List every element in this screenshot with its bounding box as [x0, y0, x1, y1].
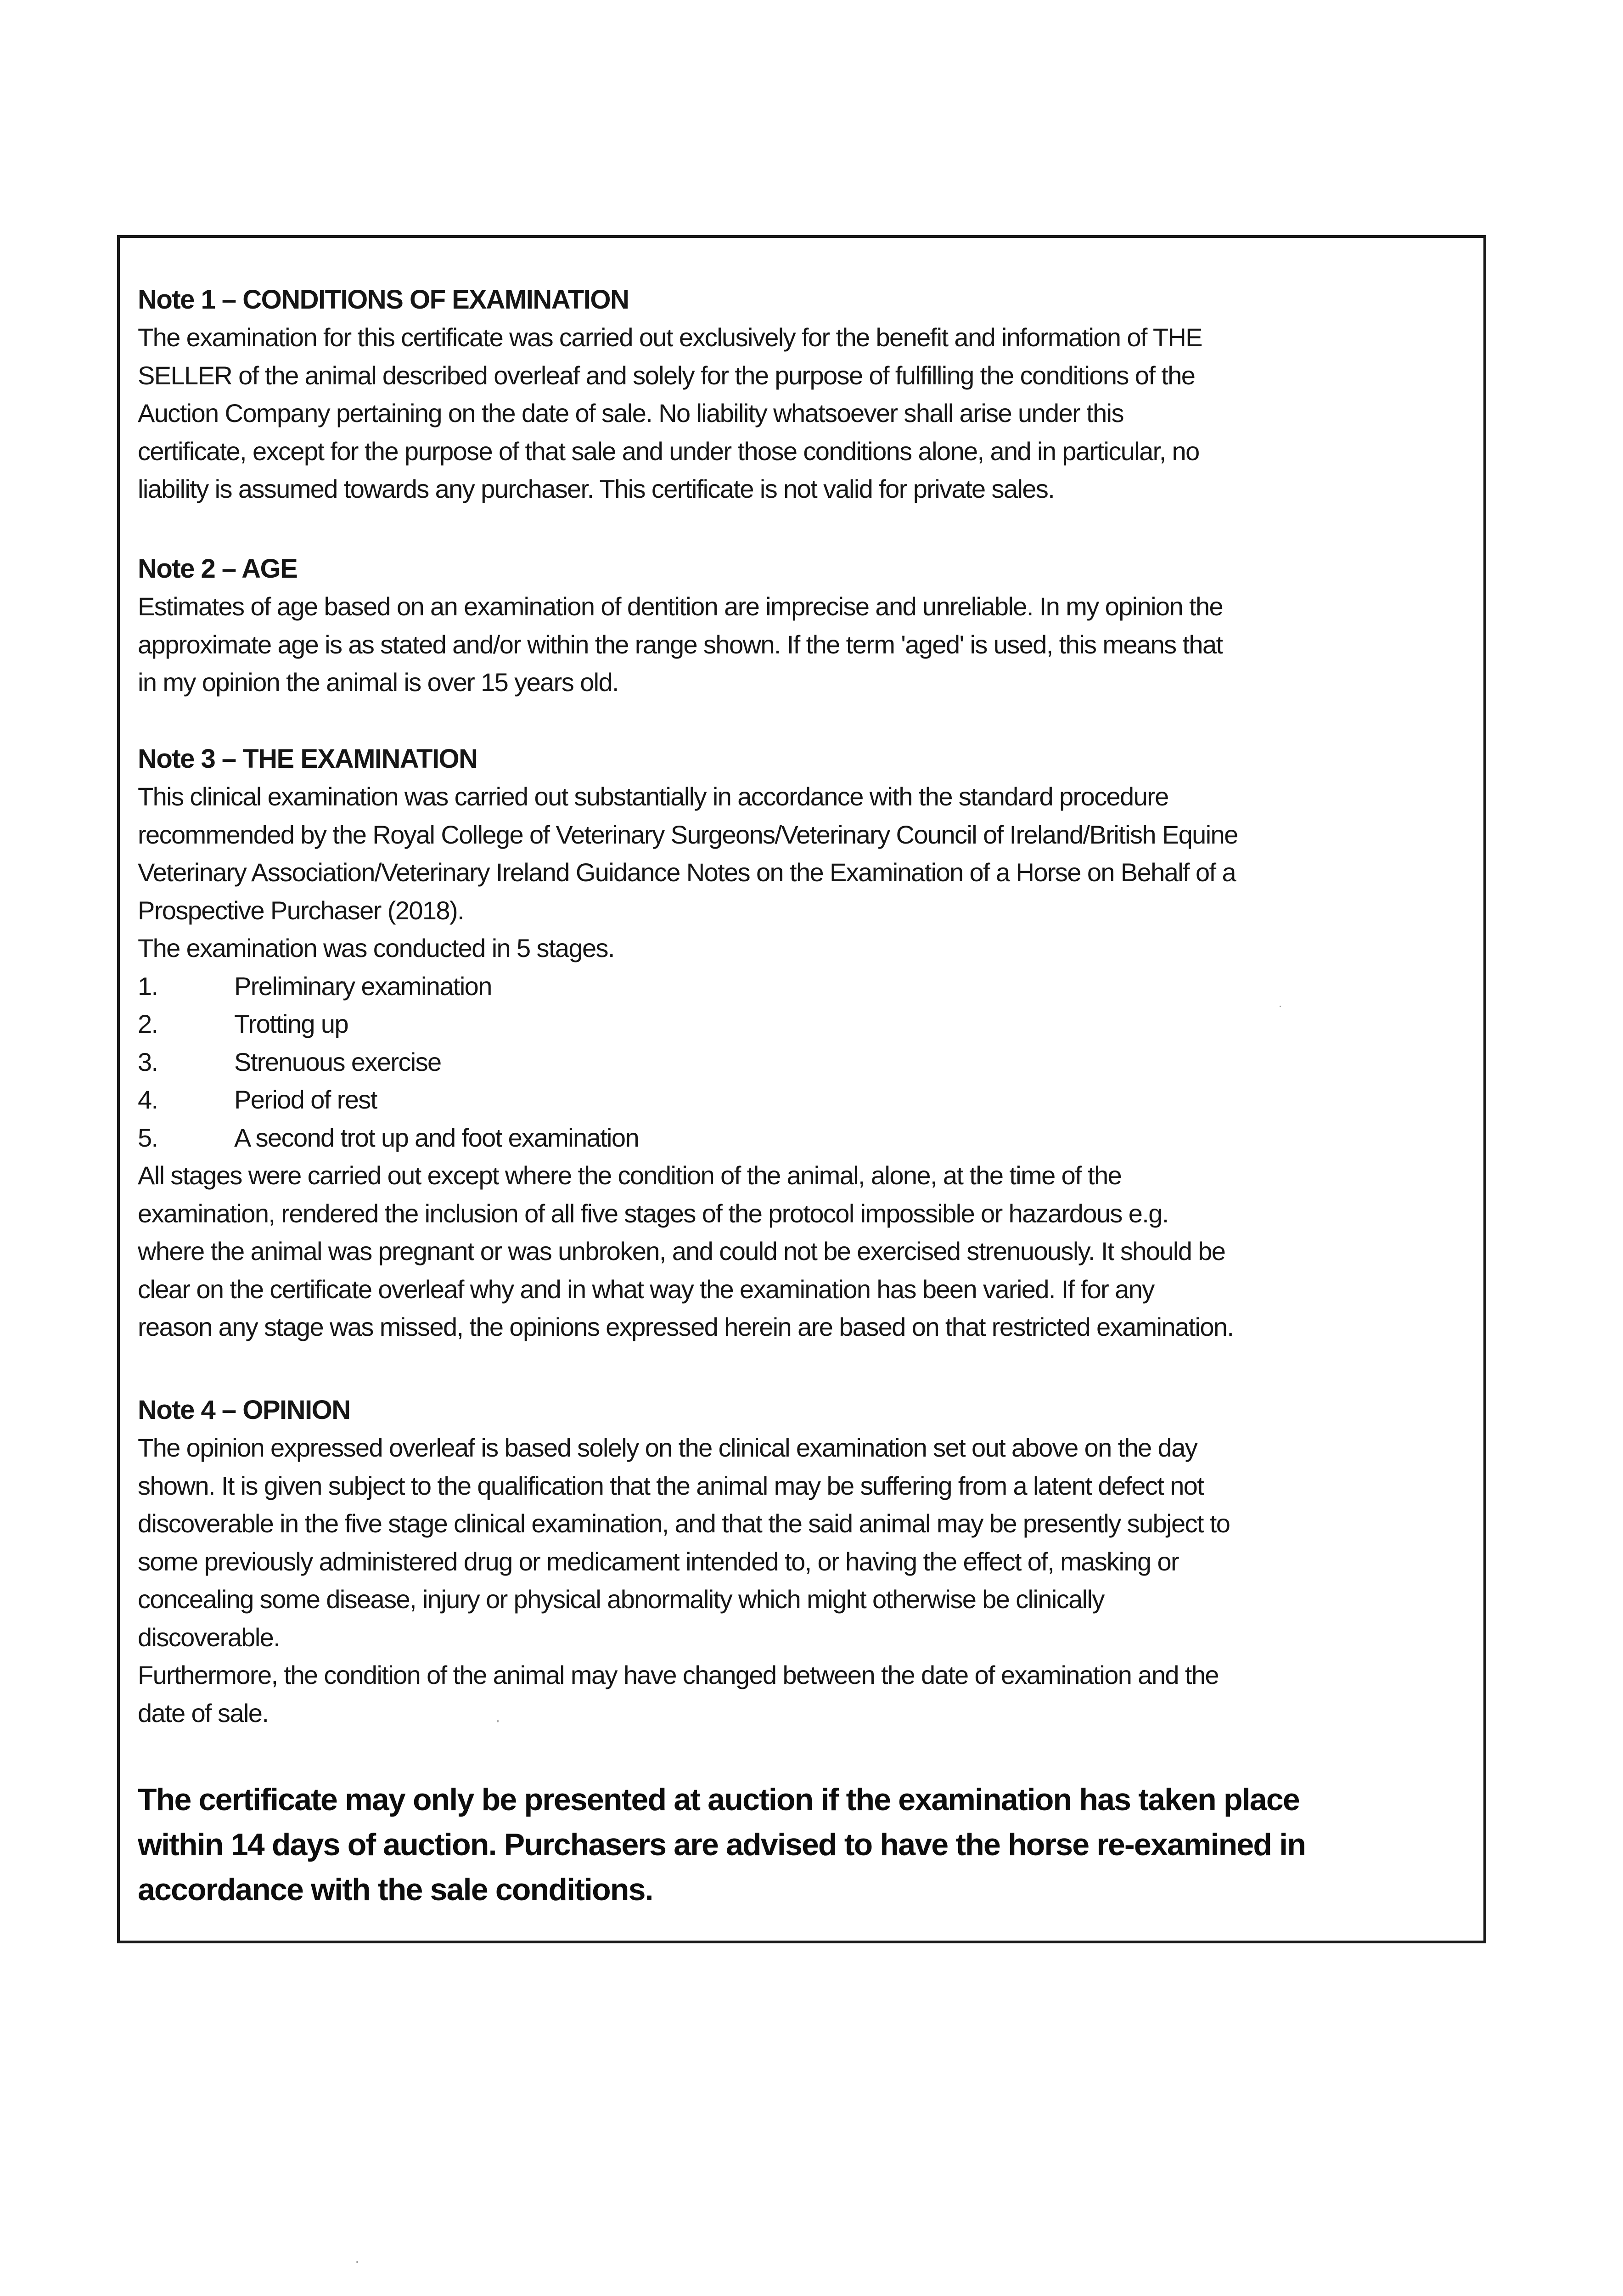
- note-1-line: certificate, except for the purpose of that sale and under those conditions alone, and in particular, no: [138, 436, 1199, 466]
- stage-list-item: [138, 1081, 1469, 1119]
- note-3-line: reason any stage was missed, the opinions expressed herein are based on that restricted examination.: [138, 1312, 1234, 1341]
- stage-label: A second trot up and foot examination: [234, 1123, 639, 1152]
- stage-label: Trotting up: [234, 1009, 348, 1038]
- note-4-title: Note 4 – OPINION: [138, 1395, 350, 1425]
- note-2-line: in my opinion the animal is over 15 years old.: [138, 668, 618, 697]
- note-1-line: Auction Company pertaining on the date of sale. No liability whatsoever shall arise under this: [138, 399, 1123, 428]
- note-2-line: approximate age is as stated and/or within the range shown. If the term 'aged' is used, this means that: [138, 630, 1223, 659]
- stage-list-item: [138, 968, 1469, 1006]
- note-3-line: examination, rendered the inclusion of all five stages of the protocol impossible or hazardous e.g.: [138, 1199, 1168, 1228]
- note-2-line: Estimates of age based on an examination of dentition are imprecise and unreliable. In my opinion the: [138, 592, 1223, 621]
- note-3-the-examination: [138, 740, 1469, 1346]
- statement-line: accordance with the sale conditions.: [138, 1872, 653, 1907]
- scan-speck: [497, 1720, 499, 1722]
- statement-line: within 14 days of auction. Purchasers are advised to have the horse re-examined in: [138, 1827, 1306, 1862]
- note-2-title: Note 2 – AGE: [138, 554, 298, 584]
- note-1-conditions-of-examination: [138, 281, 1469, 508]
- note-3-line: where the animal was pregnant or was unbroken, and could not be exercised strenuously. It should be: [138, 1237, 1225, 1266]
- stage-list-item: [138, 1043, 1469, 1081]
- stage-number: 2.: [138, 1009, 158, 1038]
- note-4-line: discoverable.: [138, 1622, 280, 1652]
- note-4-line: discoverable in the five stage clinical examination, and that the said animal may be presently subject to: [138, 1509, 1230, 1538]
- note-1-line: SELLER of the animal described overleaf and solely for the purpose of fulfilling the conditions of the: [138, 360, 1195, 390]
- note-3-title: Note 3 – THE EXAMINATION: [138, 744, 477, 774]
- note-2-age: [138, 550, 1469, 702]
- note-4-line: Furthermore, the condition of the animal may have changed between the date of examination and the: [138, 1660, 1219, 1689]
- stage-label: Preliminary examination: [234, 971, 492, 1001]
- note-1-line: liability is assumed towards any purchaser. This certificate is not valid for private sales.: [138, 474, 1055, 503]
- note-3-line: recommended by the Royal College of Veterinary Surgeons/Veterinary Council of Ireland/British Equine: [138, 820, 1238, 849]
- statement-line: The certificate may only be presented at auction if the examination has taken place: [138, 1782, 1299, 1817]
- note-4-line: shown. It is given subject to the qualification that the animal may be suffering from a latent defect not: [138, 1471, 1204, 1500]
- stage-number: 1.: [138, 971, 158, 1001]
- note-3-line: Prospective Purchaser (2018).: [138, 895, 464, 925]
- note-3-line: The examination was conducted in 5 stages.: [138, 934, 614, 962]
- stage-number: 3.: [138, 1047, 158, 1076]
- note-1-title: Note 1 – CONDITIONS OF EXAMINATION: [138, 285, 629, 315]
- auction-validity-statement: [138, 1777, 1469, 1912]
- note-4-line: date of sale.: [138, 1698, 269, 1728]
- stage-label: Strenuous exercise: [234, 1047, 441, 1076]
- note-3-line: All stages were carried out except where the condition of the animal, alone, at the time of the: [138, 1161, 1122, 1190]
- note-4-line: concealing some disease, injury or physical abnormality which might otherwise be clinically: [138, 1585, 1104, 1614]
- note-3-line: clear on the certificate overleaf why and in what way the examination has been varied. If for any: [138, 1274, 1154, 1304]
- note-4-line: some previously administered drug or medicament intended to, or having the effect of, masking or: [138, 1547, 1179, 1576]
- note-4-line: The opinion expressed overleaf is based solely on the clinical examination set out above on the day: [138, 1433, 1197, 1462]
- stage-list-item: [138, 1005, 1469, 1043]
- note-3-line: This clinical examination was carried out substantially in accordance with the standard procedure: [138, 782, 1168, 811]
- stage-list-item: [138, 1119, 1469, 1157]
- note-3-line: Veterinary Association/Veterinary Ireland Guidance Notes on the Examination of a Horse on Behalf of a: [138, 858, 1236, 887]
- note-1-line: The examination for this certificate was carried out exclusively for the benefit and information of THE: [138, 323, 1202, 352]
- note-4-opinion: [138, 1391, 1469, 1732]
- stage-number: 4.: [138, 1085, 158, 1114]
- scan-speck: [356, 2261, 358, 2263]
- stage-label: Period of rest: [234, 1085, 377, 1114]
- stage-number: 5.: [138, 1123, 158, 1152]
- scan-speck: [1280, 1006, 1281, 1007]
